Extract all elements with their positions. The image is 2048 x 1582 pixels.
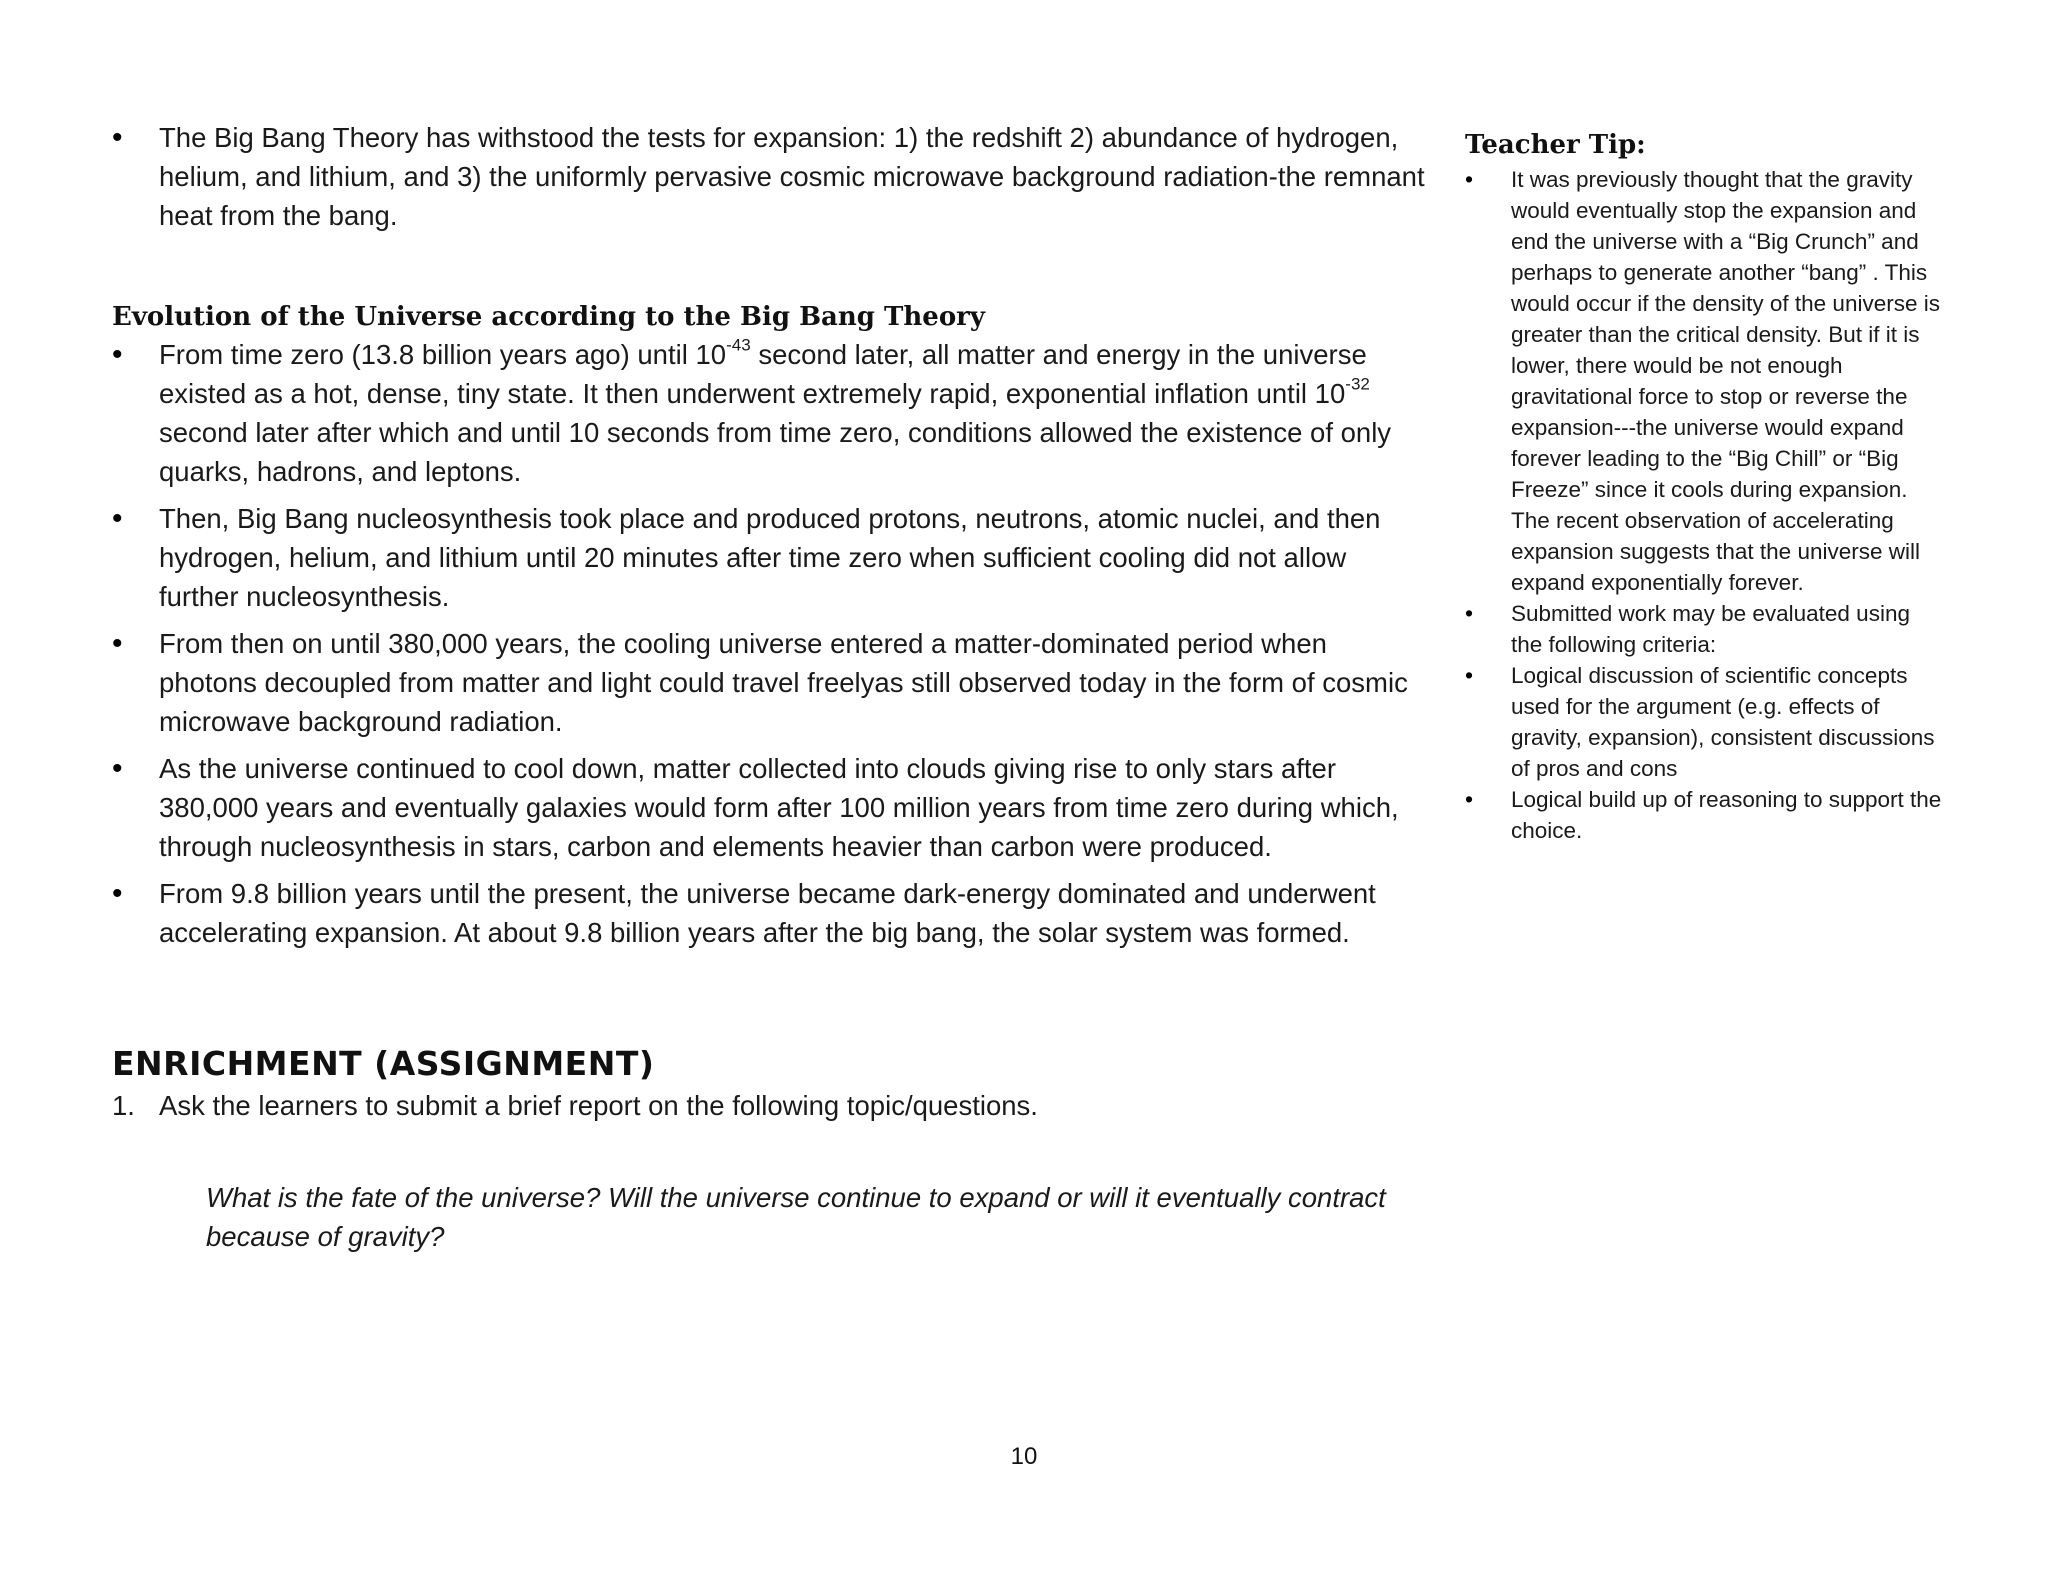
enrichment-heading: ENRICHMENT (ASSIGNMENT) <box>112 1044 655 1083</box>
list-item: • From 9.8 billion years until the present, the universe became dark-energy dominated and underwent accelerating expansion. At about 9.8 billion years after the big bang, the solar system was formed. <box>112 874 1432 952</box>
enrichment-item-number: 1. <box>112 1090 135 1121</box>
superscript-exponent: -32 <box>1345 374 1370 394</box>
main-content <box>112 118 1432 1256</box>
text-segment: From time zero (13.8 billion years ago) until 10 <box>159 339 727 370</box>
page-number: 10 <box>1010 1443 1038 1470</box>
teacher-tip-list <box>1465 164 1945 846</box>
list-item: • The Big Bang Theory has withstood the tests for expansion: 1) the redshift 2) abundance of hydrogen, helium, and lithium, and 3) the uniformly pervasive cosmic microwave background radiation-the remnant heat from the bang. <box>112 118 1432 235</box>
superscript-exponent: -43 <box>726 335 751 355</box>
list-item: • As the universe continued to cool down, matter collected into clouds giving rise to only stars after 380,000 years and eventually galaxies would form after 100 million years from time zero during which, through nucleosynthesis in stars, carbon and elements heavier than carbon were produced. <box>112 749 1432 866</box>
list-item: • From then on until 380,000 years, the cooling universe entered a matter-dominated period when photons decoupled from matter and light could travel freelyas still observed today in the form of cosmic microwave background radiation. <box>112 624 1432 741</box>
evolution-bullet-list <box>112 335 1432 952</box>
intro-bullet-list <box>112 118 1432 235</box>
text-segment: second later, all matter and energy in the universe existed as a hot, dense, tiny state. It then underwent extremely rapid, exponential inflation until 10 <box>159 339 1367 409</box>
teacher-tip-title: Teacher Tip: <box>1465 130 1646 160</box>
list-item: • Logical discussion of scientific concepts used for the argument (e.g. effects of gravity, expansion), consistent discussions of pros and cons <box>1465 660 1945 784</box>
teacher-tip-panel <box>1465 128 1945 846</box>
list-item: • Submitted work may be evaluated using the following criteria: <box>1465 598 1945 660</box>
assignment-question: What is the fate of the universe? Will the universe continue to expand or will it eventually contract because of gravity? <box>206 1182 1386 1252</box>
enrichment-item <box>112 1086 1432 1125</box>
list-item: • Then, Big Bang nucleosynthesis took place and produced protons, neutrons, atomic nuclei, and then hydrogen, helium, and lithium until 20 minutes after time zero when sufficient cooling did not allow further nucleosynthesis. <box>112 499 1432 616</box>
section-heading: Evolution of the Universe according to the Big Bang Theory <box>112 302 985 332</box>
list-item: • It was previously thought that the gravity would eventually stop the expansion and end the universe with a “Big Crunch” and perhaps to generate another “bang” . This would occur if the density of the universe is greater than the critical density. But if it is lower, there would be not enough gravitational force to stop or reverse the expansion---the universe would expand forever leading to the “Big Chill” or “Big Freeze” since it cools during expansion. The recent observation of accelerating expansion suggests that the universe will expand exponentially forever. <box>1465 164 1945 598</box>
enrichment-item-text: Ask the learners to submit a brief report on the following topic/questions. <box>159 1090 1038 1121</box>
list-item: • Logical build up of reasoning to support the choice. <box>1465 784 1945 846</box>
text-segment: second later after which and until 10 seconds from time zero, conditions allowed the existence of only quarks, hadrons, and leptons. <box>159 417 1392 487</box>
list-item <box>112 335 1432 491</box>
